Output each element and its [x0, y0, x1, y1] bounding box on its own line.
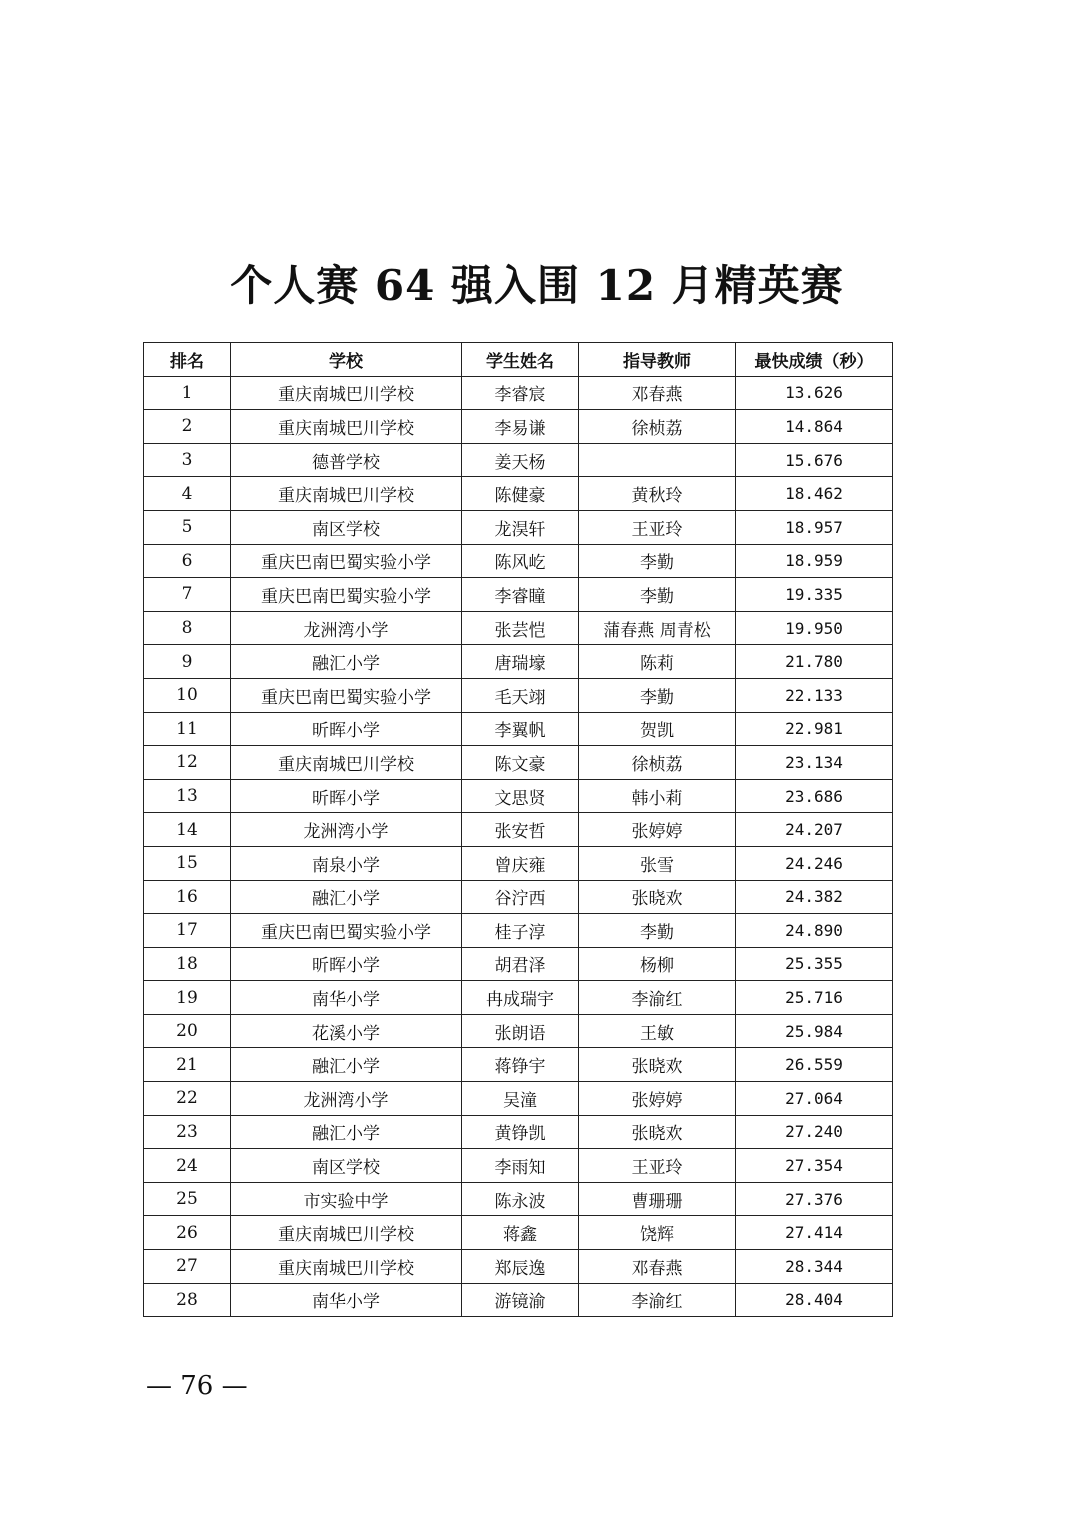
- school-cell: 重庆巴南巴蜀实验小学: [231, 678, 462, 712]
- rank-cell: 13: [144, 779, 231, 813]
- table-header-row: [144, 343, 893, 377]
- table-row: [144, 1048, 893, 1082]
- rank-cell: 16: [144, 880, 231, 914]
- teacher-cell: 陈莉: [579, 645, 736, 679]
- teacher-cell: 张婷婷: [579, 1082, 736, 1116]
- best-time-cell: 19.335: [736, 578, 893, 612]
- student-name-cell: 陈健豪: [462, 477, 579, 511]
- school-cell: 融汇小学: [231, 880, 462, 914]
- school-cell: 重庆南城巴川学校: [231, 746, 462, 780]
- best-time-cell: 19.950: [736, 611, 893, 645]
- school-cell: 重庆巴南巴蜀实验小学: [231, 544, 462, 578]
- school-cell: 重庆南城巴川学校: [231, 410, 462, 444]
- teacher-cell: 黄秋玲: [579, 477, 736, 511]
- student-name-cell: 桂子淳: [462, 914, 579, 948]
- header-school: 学校: [231, 343, 462, 377]
- results-table: [143, 342, 893, 1317]
- teacher-cell: 饶辉: [579, 1216, 736, 1250]
- table-row: [144, 578, 893, 612]
- student-name-cell: 曾庆雍: [462, 846, 579, 880]
- student-name-cell: 陈风屹: [462, 544, 579, 578]
- table-row: [144, 645, 893, 679]
- teacher-cell: 韩小莉: [579, 779, 736, 813]
- student-name-cell: 文思贤: [462, 779, 579, 813]
- teacher-cell: 王亚玲: [579, 1149, 736, 1183]
- rank-cell: 19: [144, 981, 231, 1015]
- student-name-cell: 李雨知: [462, 1149, 579, 1183]
- teacher-cell: 张晓欢: [579, 1048, 736, 1082]
- rank-cell: 25: [144, 1182, 231, 1216]
- rank-cell: 7: [144, 578, 231, 612]
- school-cell: 昕晖小学: [231, 947, 462, 981]
- student-name-cell: 李翼帆: [462, 712, 579, 746]
- school-cell: 重庆南城巴川学校: [231, 1250, 462, 1284]
- rank-cell: 23: [144, 1115, 231, 1149]
- header-student-name: 学生姓名: [462, 343, 579, 377]
- page-number: — 76 —: [146, 1371, 248, 1401]
- school-cell: 南区学校: [231, 510, 462, 544]
- student-name-cell: 谷泞西: [462, 880, 579, 914]
- student-name-cell: 唐瑞壕: [462, 645, 579, 679]
- school-cell: 德普学校: [231, 443, 462, 477]
- student-name-cell: 陈永波: [462, 1182, 579, 1216]
- best-time-cell: 28.404: [736, 1283, 893, 1317]
- student-name-cell: 郑辰逸: [462, 1250, 579, 1284]
- teacher-cell: 徐桢荔: [579, 746, 736, 780]
- teacher-cell: 蒲春燕 周青松: [579, 611, 736, 645]
- table-row: [144, 477, 893, 511]
- student-name-cell: 陈文豪: [462, 746, 579, 780]
- table-row: [144, 880, 893, 914]
- best-time-cell: 24.382: [736, 880, 893, 914]
- student-name-cell: 蒋鑫: [462, 1216, 579, 1250]
- school-cell: 重庆南城巴川学校: [231, 477, 462, 511]
- school-cell: 龙洲湾小学: [231, 1082, 462, 1116]
- header-teacher: 指导教师: [579, 343, 736, 377]
- rank-cell: 28: [144, 1283, 231, 1317]
- school-cell: 重庆巴南巴蜀实验小学: [231, 578, 462, 612]
- rank-cell: 17: [144, 914, 231, 948]
- school-cell: 重庆巴南巴蜀实验小学: [231, 914, 462, 948]
- rank-cell: 15: [144, 846, 231, 880]
- teacher-cell: 李勤: [579, 914, 736, 948]
- school-cell: 南区学校: [231, 1149, 462, 1183]
- teacher-cell: 张晓欢: [579, 880, 736, 914]
- teacher-cell: 李勤: [579, 544, 736, 578]
- best-time-cell: 14.864: [736, 410, 893, 444]
- student-name-cell: 张芸恺: [462, 611, 579, 645]
- teacher-cell: 李渝红: [579, 981, 736, 1015]
- page-title: 个人赛 64 强入围 12 月精英赛: [230, 261, 844, 310]
- teacher-cell: 张晓欢: [579, 1115, 736, 1149]
- table-row: [144, 1149, 893, 1183]
- rank-cell: 26: [144, 1216, 231, 1250]
- school-cell: 市实验中学: [231, 1182, 462, 1216]
- rank-cell: 11: [144, 712, 231, 746]
- student-name-cell: 胡君泽: [462, 947, 579, 981]
- best-time-cell: 26.559: [736, 1048, 893, 1082]
- best-time-cell: 22.133: [736, 678, 893, 712]
- rank-cell: 10: [144, 678, 231, 712]
- student-name-cell: 龙淏轩: [462, 510, 579, 544]
- best-time-cell: 24.207: [736, 813, 893, 847]
- best-time-cell: 22.981: [736, 712, 893, 746]
- best-time-cell: 24.246: [736, 846, 893, 880]
- teacher-cell: 邓春燕: [579, 376, 736, 410]
- rank-cell: 9: [144, 645, 231, 679]
- school-cell: 融汇小学: [231, 645, 462, 679]
- teacher-cell: 贺凯: [579, 712, 736, 746]
- table-row: [144, 712, 893, 746]
- school-cell: 花溪小学: [231, 1014, 462, 1048]
- teacher-cell: 徐桢荔: [579, 410, 736, 444]
- school-cell: 南华小学: [231, 1283, 462, 1317]
- student-name-cell: 游镜渝: [462, 1283, 579, 1317]
- table-row: [144, 1115, 893, 1149]
- best-time-cell: 27.354: [736, 1149, 893, 1183]
- best-time-cell: 24.890: [736, 914, 893, 948]
- table-row: [144, 914, 893, 948]
- student-name-cell: 李睿宸: [462, 376, 579, 410]
- student-name-cell: 吴潼: [462, 1082, 579, 1116]
- school-cell: 融汇小学: [231, 1048, 462, 1082]
- table-row: [144, 947, 893, 981]
- table-body: [144, 376, 893, 1317]
- teacher-cell: 李勤: [579, 678, 736, 712]
- rank-cell: 4: [144, 477, 231, 511]
- school-cell: 龙洲湾小学: [231, 611, 462, 645]
- best-time-cell: 21.780: [736, 645, 893, 679]
- rank-cell: 22: [144, 1082, 231, 1116]
- best-time-cell: 25.716: [736, 981, 893, 1015]
- rank-cell: 18: [144, 947, 231, 981]
- student-name-cell: 毛天翊: [462, 678, 579, 712]
- rank-cell: 14: [144, 813, 231, 847]
- student-name-cell: 蒋铮宇: [462, 1048, 579, 1082]
- teacher-cell: 王敏: [579, 1014, 736, 1048]
- school-cell: 南华小学: [231, 981, 462, 1015]
- table-row: [144, 1014, 893, 1048]
- table-row: [144, 1182, 893, 1216]
- school-cell: 昕晖小学: [231, 779, 462, 813]
- rank-cell: 1: [144, 376, 231, 410]
- teacher-cell: 李渝红: [579, 1283, 736, 1317]
- teacher-cell: 邓春燕: [579, 1250, 736, 1284]
- table-row: [144, 1216, 893, 1250]
- best-time-cell: 18.957: [736, 510, 893, 544]
- school-cell: 南泉小学: [231, 846, 462, 880]
- best-time-cell: 27.414: [736, 1216, 893, 1250]
- table-row: [144, 376, 893, 410]
- header-best-time: 最快成绩（秒）: [736, 343, 893, 377]
- student-name-cell: 姜天杨: [462, 443, 579, 477]
- best-time-cell: 15.676: [736, 443, 893, 477]
- table-row: [144, 611, 893, 645]
- best-time-cell: 18.959: [736, 544, 893, 578]
- best-time-cell: 25.355: [736, 947, 893, 981]
- teacher-cell: 张婷婷: [579, 813, 736, 847]
- teacher-cell: 杨柳: [579, 947, 736, 981]
- table-row: [144, 1250, 893, 1284]
- table-row: [144, 779, 893, 813]
- table-row: [144, 813, 893, 847]
- best-time-cell: 28.344: [736, 1250, 893, 1284]
- best-time-cell: 23.134: [736, 746, 893, 780]
- rank-cell: 6: [144, 544, 231, 578]
- best-time-cell: 18.462: [736, 477, 893, 511]
- best-time-cell: 27.376: [736, 1182, 893, 1216]
- rank-cell: 8: [144, 611, 231, 645]
- student-name-cell: 李易谦: [462, 410, 579, 444]
- student-name-cell: 黄铮凯: [462, 1115, 579, 1149]
- school-cell: 龙洲湾小学: [231, 813, 462, 847]
- teacher-cell: 王亚玲: [579, 510, 736, 544]
- student-name-cell: 冉成瑞宇: [462, 981, 579, 1015]
- rank-cell: 12: [144, 746, 231, 780]
- rank-cell: 3: [144, 443, 231, 477]
- table-row: [144, 678, 893, 712]
- table-row: [144, 746, 893, 780]
- table-row: [144, 443, 893, 477]
- best-time-cell: 27.240: [736, 1115, 893, 1149]
- rank-cell: 27: [144, 1250, 231, 1284]
- student-name-cell: 李睿瞳: [462, 578, 579, 612]
- table-row: [144, 846, 893, 880]
- rank-cell: 5: [144, 510, 231, 544]
- best-time-cell: 23.686: [736, 779, 893, 813]
- school-cell: 昕晖小学: [231, 712, 462, 746]
- table-row: [144, 410, 893, 444]
- header-rank: 排名: [144, 343, 231, 377]
- teacher-cell: 曹珊珊: [579, 1182, 736, 1216]
- student-name-cell: 张安哲: [462, 813, 579, 847]
- teacher-cell: 李勤: [579, 578, 736, 612]
- best-time-cell: 27.064: [736, 1082, 893, 1116]
- rank-cell: 24: [144, 1149, 231, 1183]
- table-row: [144, 1082, 893, 1116]
- student-name-cell: 张朗语: [462, 1014, 579, 1048]
- teacher-cell: [579, 443, 736, 477]
- rank-cell: 20: [144, 1014, 231, 1048]
- rank-cell: 2: [144, 410, 231, 444]
- best-time-cell: 13.626: [736, 376, 893, 410]
- table-row: [144, 981, 893, 1015]
- school-cell: 融汇小学: [231, 1115, 462, 1149]
- table-row: [144, 544, 893, 578]
- table-row: [144, 1283, 893, 1317]
- table-row: [144, 510, 893, 544]
- school-cell: 重庆南城巴川学校: [231, 376, 462, 410]
- teacher-cell: 张雪: [579, 846, 736, 880]
- best-time-cell: 25.984: [736, 1014, 893, 1048]
- rank-cell: 21: [144, 1048, 231, 1082]
- school-cell: 重庆南城巴川学校: [231, 1216, 462, 1250]
